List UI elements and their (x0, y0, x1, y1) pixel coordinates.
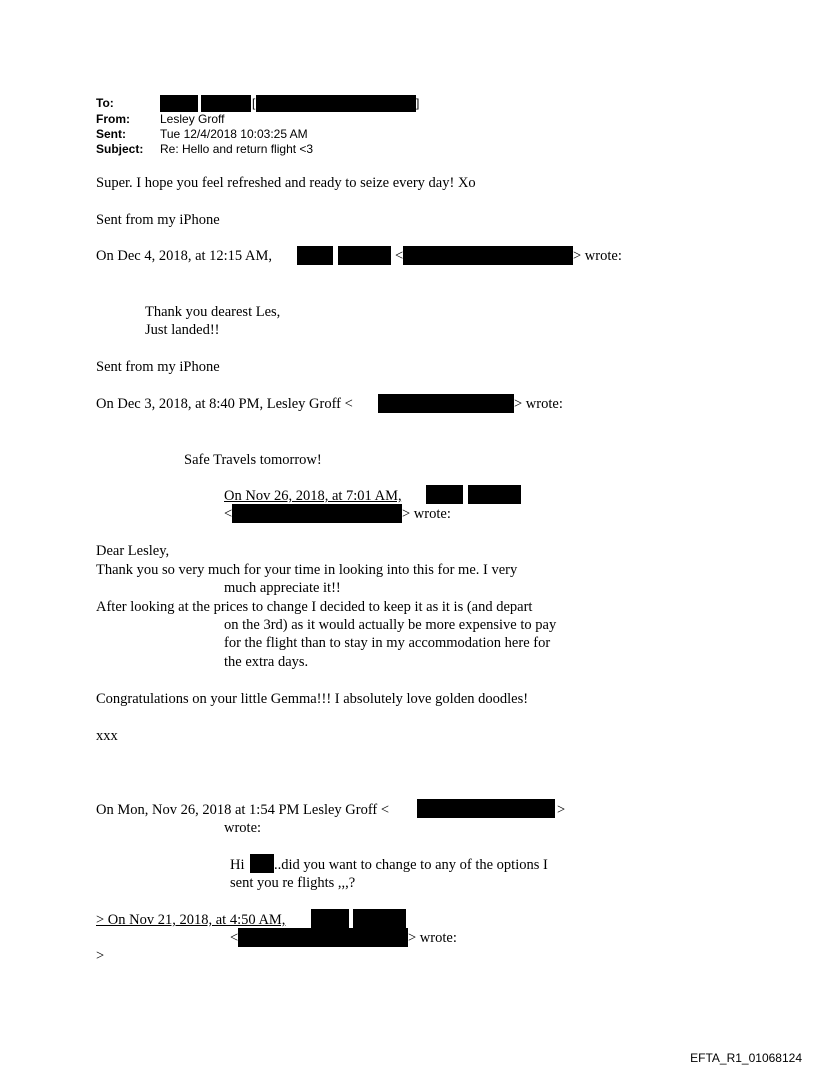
redaction-sender-first-name (297, 246, 333, 265)
angle-bracket: > (557, 802, 566, 818)
signature: Sent from my iPhone (96, 359, 220, 375)
wrote-text: > wrote: (514, 396, 563, 412)
redaction-to-first-name (160, 95, 198, 112)
message-text: much appreciate it!! (224, 580, 341, 596)
to-bracket-close: ] (416, 96, 420, 110)
sent-value: Tue 12/4/2018 10:03:25 AM (160, 127, 308, 141)
message-text: ..did you want to change to any of the options I (274, 857, 548, 873)
message-text: for the flight than to stay in my accommodation here for (224, 635, 551, 651)
salutation: Dear Lesley, (96, 543, 170, 559)
redaction-lesley-email (378, 394, 514, 413)
quote-header: > On Nov 21, 2018, at 4:50 AM, (96, 912, 286, 928)
from-label: From: (96, 112, 130, 126)
to-bracket-open: [ (252, 96, 256, 110)
redaction-sender-first-name (311, 909, 349, 928)
wrote-text: > wrote: (408, 930, 457, 946)
message-text: Thank you so very much for your time in looking into this for me. I very (96, 562, 518, 578)
document-id: EFTA_R1_01068124 (690, 1051, 802, 1065)
wrote-text: > wrote: (573, 248, 622, 264)
quote-header: On Mon, Nov 26, 2018 at 1:54 PM Lesley Groff < (96, 802, 390, 818)
message-text: Super. I hope you feel refreshed and ready to seize every day! Xo (96, 175, 476, 191)
sign-off: xxx (96, 728, 118, 744)
redaction-sender-email (403, 246, 573, 265)
reply-text: Thank you dearest Les, (145, 304, 281, 320)
from-value: Lesley Groff (160, 112, 225, 126)
redaction-sender-email (232, 504, 402, 523)
redaction-sender-first-name (426, 485, 463, 504)
message-text: Hi (230, 857, 245, 873)
signature: Sent from my iPhone (96, 212, 220, 228)
subject-value: Re: Hello and return flight <3 (160, 142, 314, 156)
sent-label: Sent: (96, 127, 126, 141)
message-text: the extra days. (224, 654, 309, 670)
message-text: After looking at the prices to change I decided to keep it as it is (and depart (96, 599, 533, 615)
wrote-text: wrote: (224, 820, 262, 836)
redaction-sender-last-name (338, 246, 391, 265)
redaction-sender-last-name (353, 909, 406, 928)
quote-header: On Dec 3, 2018, at 8:40 PM, Lesley Groff < (96, 396, 353, 412)
quote-header: On Dec 4, 2018, at 12:15 AM, (96, 248, 272, 264)
redaction-to-email (256, 95, 416, 112)
quote-marker: > (96, 948, 105, 964)
redaction-recipient-name (250, 854, 274, 873)
redaction-lesley-email (417, 799, 555, 818)
reply-text: Just landed!! (145, 322, 220, 338)
redaction-sender-email (238, 928, 408, 947)
angle-bracket: < (395, 248, 404, 264)
subject-label: Subject: (96, 142, 144, 156)
message-text: sent you re flights ,,,? (230, 875, 356, 891)
redaction-to-last-name (201, 95, 251, 112)
message-text: Safe Travels tomorrow! (184, 452, 322, 468)
redaction-sender-last-name (468, 485, 521, 504)
angle-bracket: < (230, 930, 239, 946)
to-label: To: (96, 96, 114, 110)
quote-header: On Nov 26, 2018, at 7:01 AM, (224, 488, 402, 504)
wrote-text: > wrote: (402, 506, 451, 522)
message-text: on the 3rd) as it would actually be more expensive to pay (224, 617, 557, 633)
message-text: Congratulations on your little Gemma!!! I absolutely love golden doodles! (96, 691, 529, 707)
angle-bracket: < (224, 506, 233, 522)
